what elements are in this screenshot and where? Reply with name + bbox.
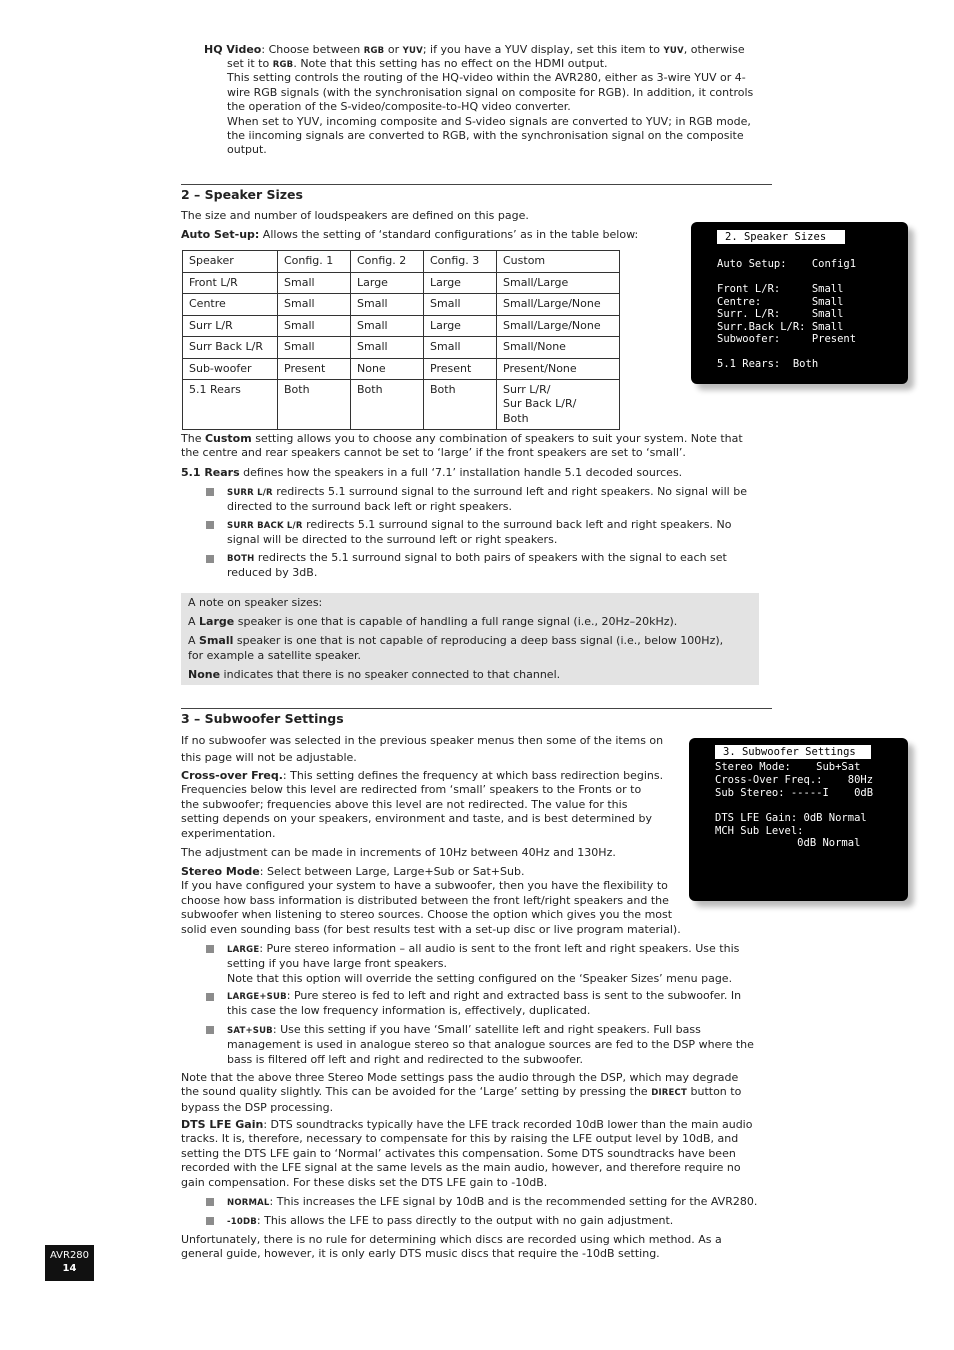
final-paragraph: Unfortunately, there is no rule for determining which discs are recorded using which method. As a general guide, however, it is only early DTS music discs that require the -10dB setting.: [181, 1233, 722, 1261]
table-header-cell: Config. 3: [424, 251, 497, 273]
table-row: Surr L/R Small Small Large Small/Large/None: [183, 315, 620, 337]
page-number: 14: [62, 1263, 77, 1274]
table-row: Front L/R Small Large Large Small/Large: [183, 272, 620, 294]
bullet-icon: [206, 488, 214, 496]
list-item: SURR BACK L/R redirects 5.1 surround signal to the surround back left and right speakers. No signal will be directed to the surround left or right speakers.: [227, 518, 732, 547]
bullet-icon: [206, 555, 214, 563]
subwoofer-intro: If no subwoofer was selected in the previous speaker menus then some of the items on this page will not be adjustable.: [181, 734, 664, 764]
osd-subwoofer-settings: 3. Subwoofer Settings Stereo Mode: Sub+Sat Cross-Over Freq.: 80Hz Sub Stereo: -----I 0dB DTS LFE Gain: 0dB Normal MCH Sub Level: 0dB Normal: [689, 738, 908, 901]
table-header-cell: Speaker: [183, 251, 278, 273]
speaker-sizes-intro: The size and number of loudspeakers are defined on this page.: [181, 209, 529, 222]
dsp-paragraph: Note that the above three Stereo Mode settings pass the audio through the DSP, which may degrade the sound quality slightly. This can be avoided for the ‘Large’ setting by pressing the DIRECT button to bypass the DSP processing.: [181, 1071, 742, 1114]
list-item: SURR L/R redirects 5.1 surround signal to the surround left and right speakers. No signal will be directed to the surround back left or right speakers.: [227, 485, 747, 514]
bullet-icon: [206, 1026, 214, 1034]
osd-speaker-sizes: 2. Speaker Sizes Auto Setup: Config1 Front L/R: Small Centre: Small Surr. L/R: Small Surr.Back L/R: Small Subwoofer: Present 5.1 Rears: Both: [691, 222, 908, 384]
section-heading-subwoofer-settings: 3 – Subwoofer Settings: [181, 711, 344, 726]
bullet-icon: [206, 521, 214, 529]
osd-title: 3. Subwoofer Settings: [715, 745, 871, 759]
auto-setup-text: Auto Set-up: Allows the setting of ‘standard configurations’ as in the table below:: [181, 228, 639, 241]
list-item: BOTH redirects the 5.1 surround signal to both pairs of speakers with the signal to each set reduced by 3dB.: [227, 551, 727, 580]
table-header-cell: Custom: [497, 251, 620, 273]
speaker-size-note-box: A note on speaker sizes: A Large speaker is one that is capable of handling a full range signal (i.e., 20Hz–20kHz). A Small speaker is one that is not capable of reproducing a deep bass signal (i.e., below 100Hz), for example a satellite speaker. None indicates that there is no speaker connected to that channel.: [181, 593, 759, 685]
bullet-icon: [206, 1217, 214, 1225]
table-row: Centre Small Small Small Small/Large/None: [183, 294, 620, 316]
table-header-cell: Config. 1: [278, 251, 351, 273]
note-title: A note on speaker sizes:: [188, 596, 323, 609]
table-header-cell: Config. 2: [351, 251, 424, 273]
custom-paragraph: The Custom setting allows you to choose any combination of speakers to suit your system. Note that the centre and rear speakers cannot be set to ‘large’ if the front speakers are set to ‘small’.: [181, 432, 743, 460]
list-item: NORMAL: This increases the LFE signal by 10dB and is the recommended setting for the AVR280.: [227, 1195, 758, 1208]
rears-paragraph: 5.1 Rears defines how the speakers in a full ‘7.1’ installation handle 5.1 decoded sources.: [181, 466, 683, 479]
bullet-icon: [206, 1198, 214, 1206]
osd-title: 2. Speaker Sizes: [717, 230, 845, 244]
list-item: LARGE+SUB: Pure stereo is fed to left and right and extracted bass is sent to the subwoofer. In this case the low frequency information is, effectively, duplicated.: [227, 989, 742, 1018]
speaker-config-table: [182, 250, 620, 430]
section-heading-speaker-sizes: 2 – Speaker Sizes: [181, 187, 303, 202]
list-item: LARGE: Pure stereo information – all audio is sent to the front left and right speakers. Use this setting if you have large front speakers. Note that this option will override the setting configured on the ‘Speaker Sizes’ menu page.: [227, 942, 740, 985]
table-row: Sub-woofer Present None Present Present/None: [183, 358, 620, 380]
crossover-paragraph: Cross-over Freq.: This setting defines the frequency at which bass redirection begins. Frequencies below this level are redirected from ‘small’ speakers to the Fronts or to the subwoofer; frequencies above this level are not redirected. The value for this setting depends on your speakers, environment and taste, and is best determined by experimentation.: [181, 769, 664, 840]
hq-video-term: HQ Video: [204, 43, 262, 56]
increments-text: The adjustment can be made in increments of 10Hz between 40Hz and 130Hz.: [181, 846, 616, 859]
list-item: SAT+SUB: Use this setting if you have ‘Small’ satellite left and right speakers. Full bass management is used in analogue stereo so that analogue sources are fed to the DSP where the bass is filtered off left and right and redirected to the subwoofer.: [227, 1023, 754, 1066]
table-row: 5.1 Rears Both Both Both Surr L/R/ Sur Back L/R/ Both: [183, 380, 620, 430]
stereo-mode-paragraph: Stereo Mode: Select between Large, Large+Sub or Sat+Sub. If you have configured your system to have a subwoofer, then you have the flexibility to choose how bass information is distributed between the front left/right speakers and the subwoofer when listening to stereo sources. Choose the option which gives you the most solid even sounding bass (for best results test with a set-up disc or live program material).: [181, 865, 681, 936]
hq-video-paragraph: This setting controls the routing of the HQ-video within the AVR280, either as 3-wire YUV or 4- wire RGB signals (with the synchronisation signal on composite for RGB). In addition, it controls the operation of the S-video/composite-to-HQ video converter. When set to YUV, incoming composite and S-video signals are converted to YUV; in RGB mode, the iincoming signals are converted to RGB, with the synchronisation signal on the composite output.: [227, 71, 754, 157]
dts-lfe-paragraph: DTS LFE Gain: DTS soundtracks typically have the LFE track recorded 10dB lower than the main audio tracks. It is, therefore, necessary to compensate for this by raising the LFE output level by 10dB, and setting the DTS LFE gain to ‘Normal’ activates this compensation. Some DTS soundtracks have been recorded with the LFE signal at the same levels as the main audio, however, and therefore require no gain compensation. For these disks set the DTS LFE gain to -10dB.: [181, 1118, 753, 1189]
section-divider: [181, 708, 772, 709]
section-divider: [181, 184, 772, 185]
bullet-icon: [206, 993, 214, 1001]
table-row: Surr Back L/R Small Small Small Small/None: [183, 337, 620, 359]
table-header-row: [183, 251, 620, 273]
list-item: -10DB: This allows the LFE to pass directly to the output with no gain adjustment.: [227, 1214, 674, 1227]
hq-video-line1: HQ Video: Choose between RGB or YUV; if you have a YUV display, set this item to YUV, otherwise: [204, 43, 745, 56]
footer-model: AVR280: [49, 1250, 90, 1261]
hq-video-line2: set it to RGB. Note that this setting has no effect on the HDMI output.: [227, 57, 608, 70]
page-footer-badge: [45, 1245, 94, 1281]
bullet-icon: [206, 945, 214, 953]
